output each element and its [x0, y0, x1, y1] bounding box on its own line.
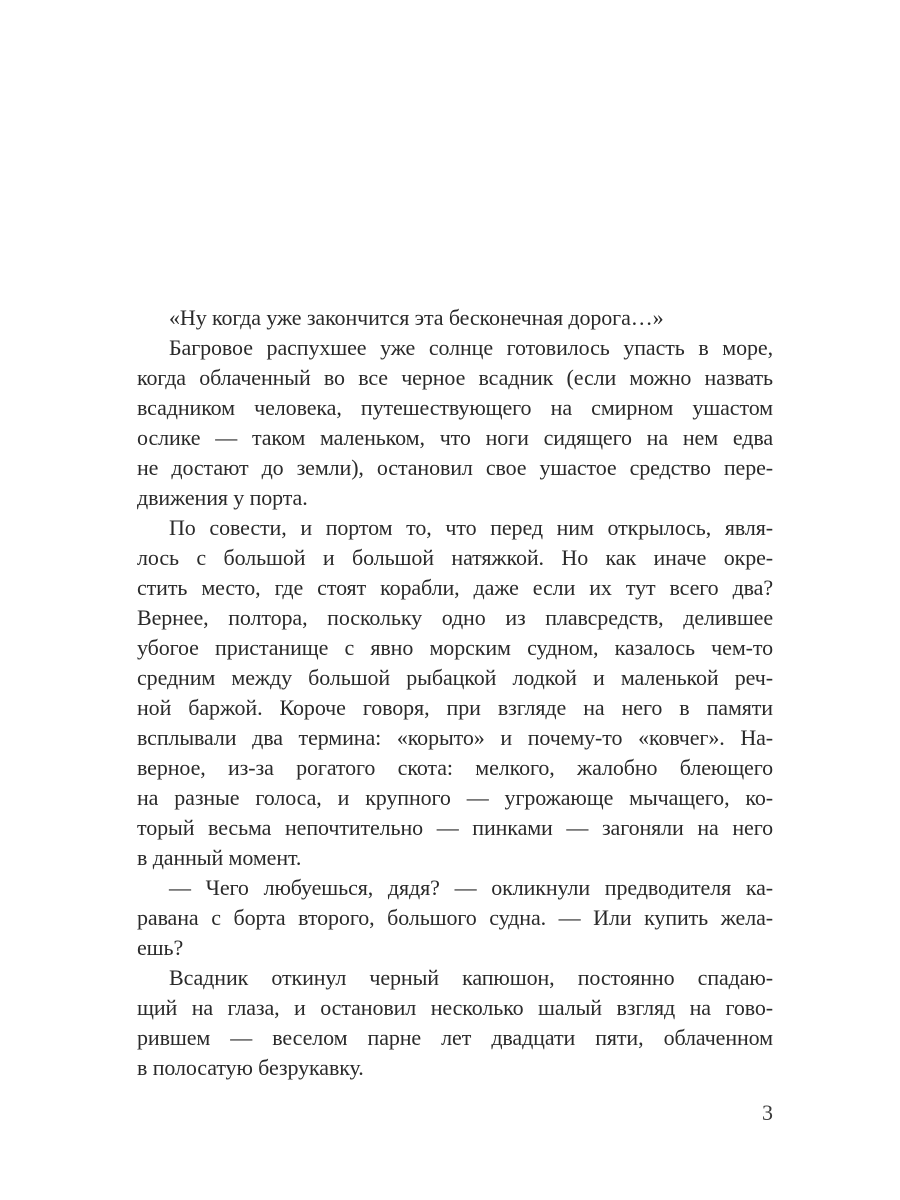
paragraph	[137, 303, 773, 333]
text-line: Вернее, полтора, поскольку одно из плавсредств, делившее	[137, 605, 773, 630]
paragraph	[137, 873, 773, 963]
text-line: средним между большой рыбацкой лодкой и маленькой реч-	[137, 665, 773, 690]
text-line: не достают до земли), остановил свое ушастое средство пере-	[137, 455, 773, 480]
text-line: на разные голоса, и крупного — угрожающе мычащего, ко-	[137, 785, 773, 810]
text-line: в данный момент.	[137, 845, 302, 870]
text-block	[137, 303, 773, 1083]
text-line: в полосатую безрукавку.	[137, 1055, 364, 1080]
text-line: когда облаченный во все черное всадник (если можно назвать	[137, 365, 773, 390]
text-line: ослике — таком маленьком, что ноги сидящего на нем едва	[137, 425, 773, 450]
text-line: всадником человека, путешествующего на смирном ушастом	[137, 395, 773, 420]
text-line: «Ну когда уже закончится эта бесконечная дорога…»	[169, 305, 664, 330]
text-line: лось с большой и большой натяжкой. Но как иначе окре-	[137, 545, 773, 570]
text-line: убогое пристанище с явно морским судном, казалось чем-то	[137, 635, 773, 660]
text-line: рившем — веселом парне лет двадцати пяти, облаченном	[137, 1025, 773, 1050]
page-number: 3	[762, 1100, 773, 1125]
text-line: По совести, и портом то, что перед ним открылось, явля-	[169, 515, 773, 540]
text-line: всплывали два термина: «корыто» и почему-то «ковчег». На-	[137, 725, 773, 750]
paragraph	[137, 963, 773, 1083]
text-line: — Чего любуешься, дядя? — окликнули предводителя ка-	[169, 875, 773, 900]
text-line: ной баржой. Короче говоря, при взгляде на него в памяти	[137, 695, 773, 720]
text-line: движения у порта.	[137, 485, 308, 510]
text-line: ешь?	[137, 935, 184, 960]
text-line: равана с борта второго, большого судна. — Или купить жела-	[137, 905, 773, 930]
text-line: торый весьма непочтительно — пинками — загоняли на него	[137, 815, 773, 840]
text-line: Багровое распухшее уже солнце готовилось упасть в море,	[169, 335, 773, 360]
text-line: Всадник откинул черный капюшон, постоянно спадаю-	[169, 965, 773, 990]
text-line: щий на глаза, и остановил несколько шалый взгляд на гово-	[137, 995, 773, 1020]
paragraph	[137, 513, 773, 873]
text-line: стить место, где стоят корабли, даже если их тут всего два?	[137, 575, 773, 600]
text-line: верное, из-за рогатого скота: мелкого, жалобно блеющего	[137, 755, 773, 780]
paragraph	[137, 333, 773, 513]
